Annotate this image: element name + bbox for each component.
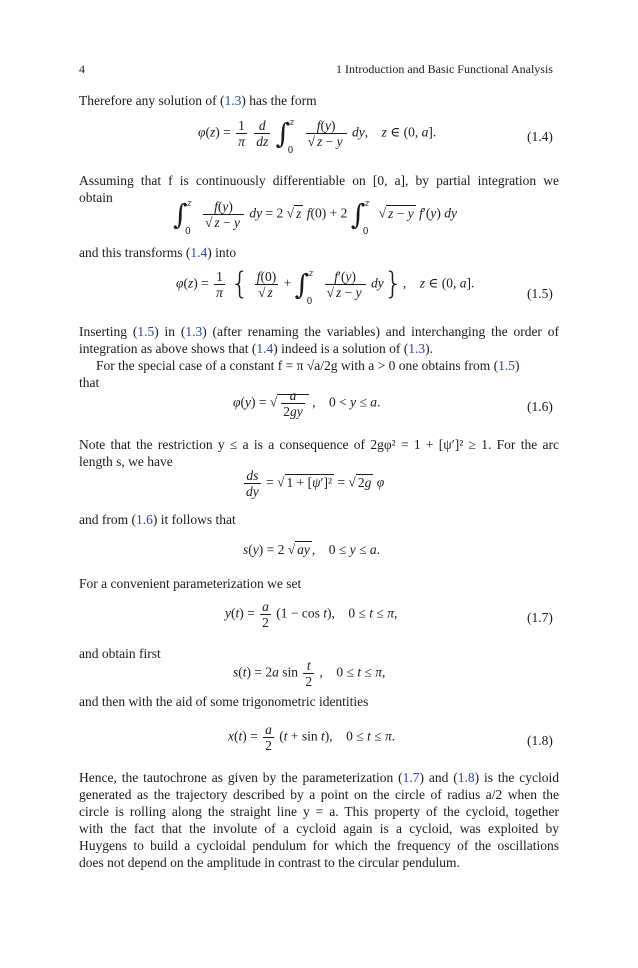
paragraph-line: generated as the trajectory described by a point on the circle of radius a/2 when the [79,787,559,802]
paragraph-line: and then with the aid of some trigonometric identities [79,694,369,709]
equation-s-of-y: s(y) = 2 √ ay , 0 ≤ y ≤ a. [243,542,381,557]
paragraph-line: Hence, the tautochrone as given by the parameterization (1.7) and (1.8) is the cycloid [79,770,559,785]
equation-1-4: φ(z) = $\frac{1}{\pi}$ $\frac{d}{dz}$ ∫ 0 z $\frac{f(y)}{√ z - y}$ dy, z ∈ (0, a]. [198,116,437,156]
equation-1-5: φ(z) = $\frac{1}{\pi}$ { $\frac{f(0)}{√ z}$ + ∫ 0 z $\frac{f'(y)}{√ z - y}$ dy}, z ∈ (0, a]. [176,266,475,307]
paragraph-line: obtain [79,190,113,205]
paragraph-line: circle is rolling along the straight line y = a. This property of the cycloid, together [79,804,559,819]
equation-ref-link[interactable]: 1.3 [408,341,426,356]
running-title: 1 Introduction and Basic Functional Analysis [336,62,553,76]
equation-ref-link[interactable]: 1.5 [498,358,515,373]
equation-ref-link[interactable]: 1.5 [137,324,155,339]
paragraph-line: Assuming that f is continuously differentiable on [0, a], by partial integration we [79,173,559,188]
paragraph-line: For a convenient parameterization we set [79,576,302,591]
equation-number: (1.8) [527,733,553,748]
equation-integration-by-parts: ∫ 0 z $\frac{f(y)}{√ z - y}$ dy = 2 √ z f(0) + 2 ∫ 0 z √ z − y f′(y) dy [173,197,457,237]
paragraph-line: Huygens to build a cycloidal pendulum for which the frequency of the oscillations [79,838,559,853]
paragraph-line: with the fact that the involute of a cycloid again is a cycloid, was exploited by [79,821,559,836]
paragraph-line: Note that the restriction y ≤ a is a consequence of 2gφ² = 1 + [ψ′]² ≥ 1. For the arc [79,437,559,452]
paragraph-line: length s, we have [79,454,173,469]
paragraph-line: does not depend on the amplitude in contrast to the circular pendulum. [79,855,460,870]
equation-1-8: x(t) = $\frac{a}{2}$ (t + sin t), 0 ≤ t ≤ π. [228,722,396,753]
equation-ref-link[interactable]: 1.6 [135,512,153,527]
paragraph-line: and obtain first [79,646,161,661]
equation-1-7: y(t) = $\frac{a}{2}$ (1 − cos t), 0 ≤ t ≤ π, [225,599,398,630]
equation-ref-link[interactable]: 1.3 [185,324,203,339]
equation-ref-link[interactable]: 1.7 [402,770,420,785]
paragraph-line: Inserting (1.5) in (1.3) (after renaming the variables) and interchanging the order of [79,324,559,339]
equation-s-of-t: s(t) = 2a sin $\frac{t}{2}$ , 0 ≤ t ≤ π, [233,658,386,689]
paragraph-line: and this transforms (1.4) into [79,245,237,260]
equation-arc-length: $\frac{ds}{dy}$ = √ 1 + [ψ′]² = √ 2g φ [246,468,385,499]
equation-number: (1.5) [527,286,553,301]
paragraph-line: that [79,375,100,390]
paragraph-line: Therefore any solution of (1.3) has the form [79,93,317,108]
page-number: 4 [79,62,85,76]
equation-ref-link[interactable]: 1.4 [190,245,208,260]
paragraph-line: For the special case of a constant f = π √a/2g with a > 0 one obtains from (1.5) [96,358,520,373]
equation-ref-link[interactable]: 1.8 [457,770,475,785]
equation-number: (1.6) [527,399,553,414]
equation-number: (1.4) [527,129,553,144]
equation-number: (1.7) [527,610,553,625]
paragraph-line: integration as above shows that (1.4) indeed is a solution of (1.3). [79,341,433,356]
equation-ref-link[interactable]: 1.4 [256,341,274,356]
equation-1-6: φ(y) = √ $\frac{a}{2gy}$ , 0 < y ≤ a. [233,388,381,419]
equation-ref-link[interactable]: 1.3 [224,93,242,108]
paragraph-line: and from (1.6) it follows that [79,512,236,527]
